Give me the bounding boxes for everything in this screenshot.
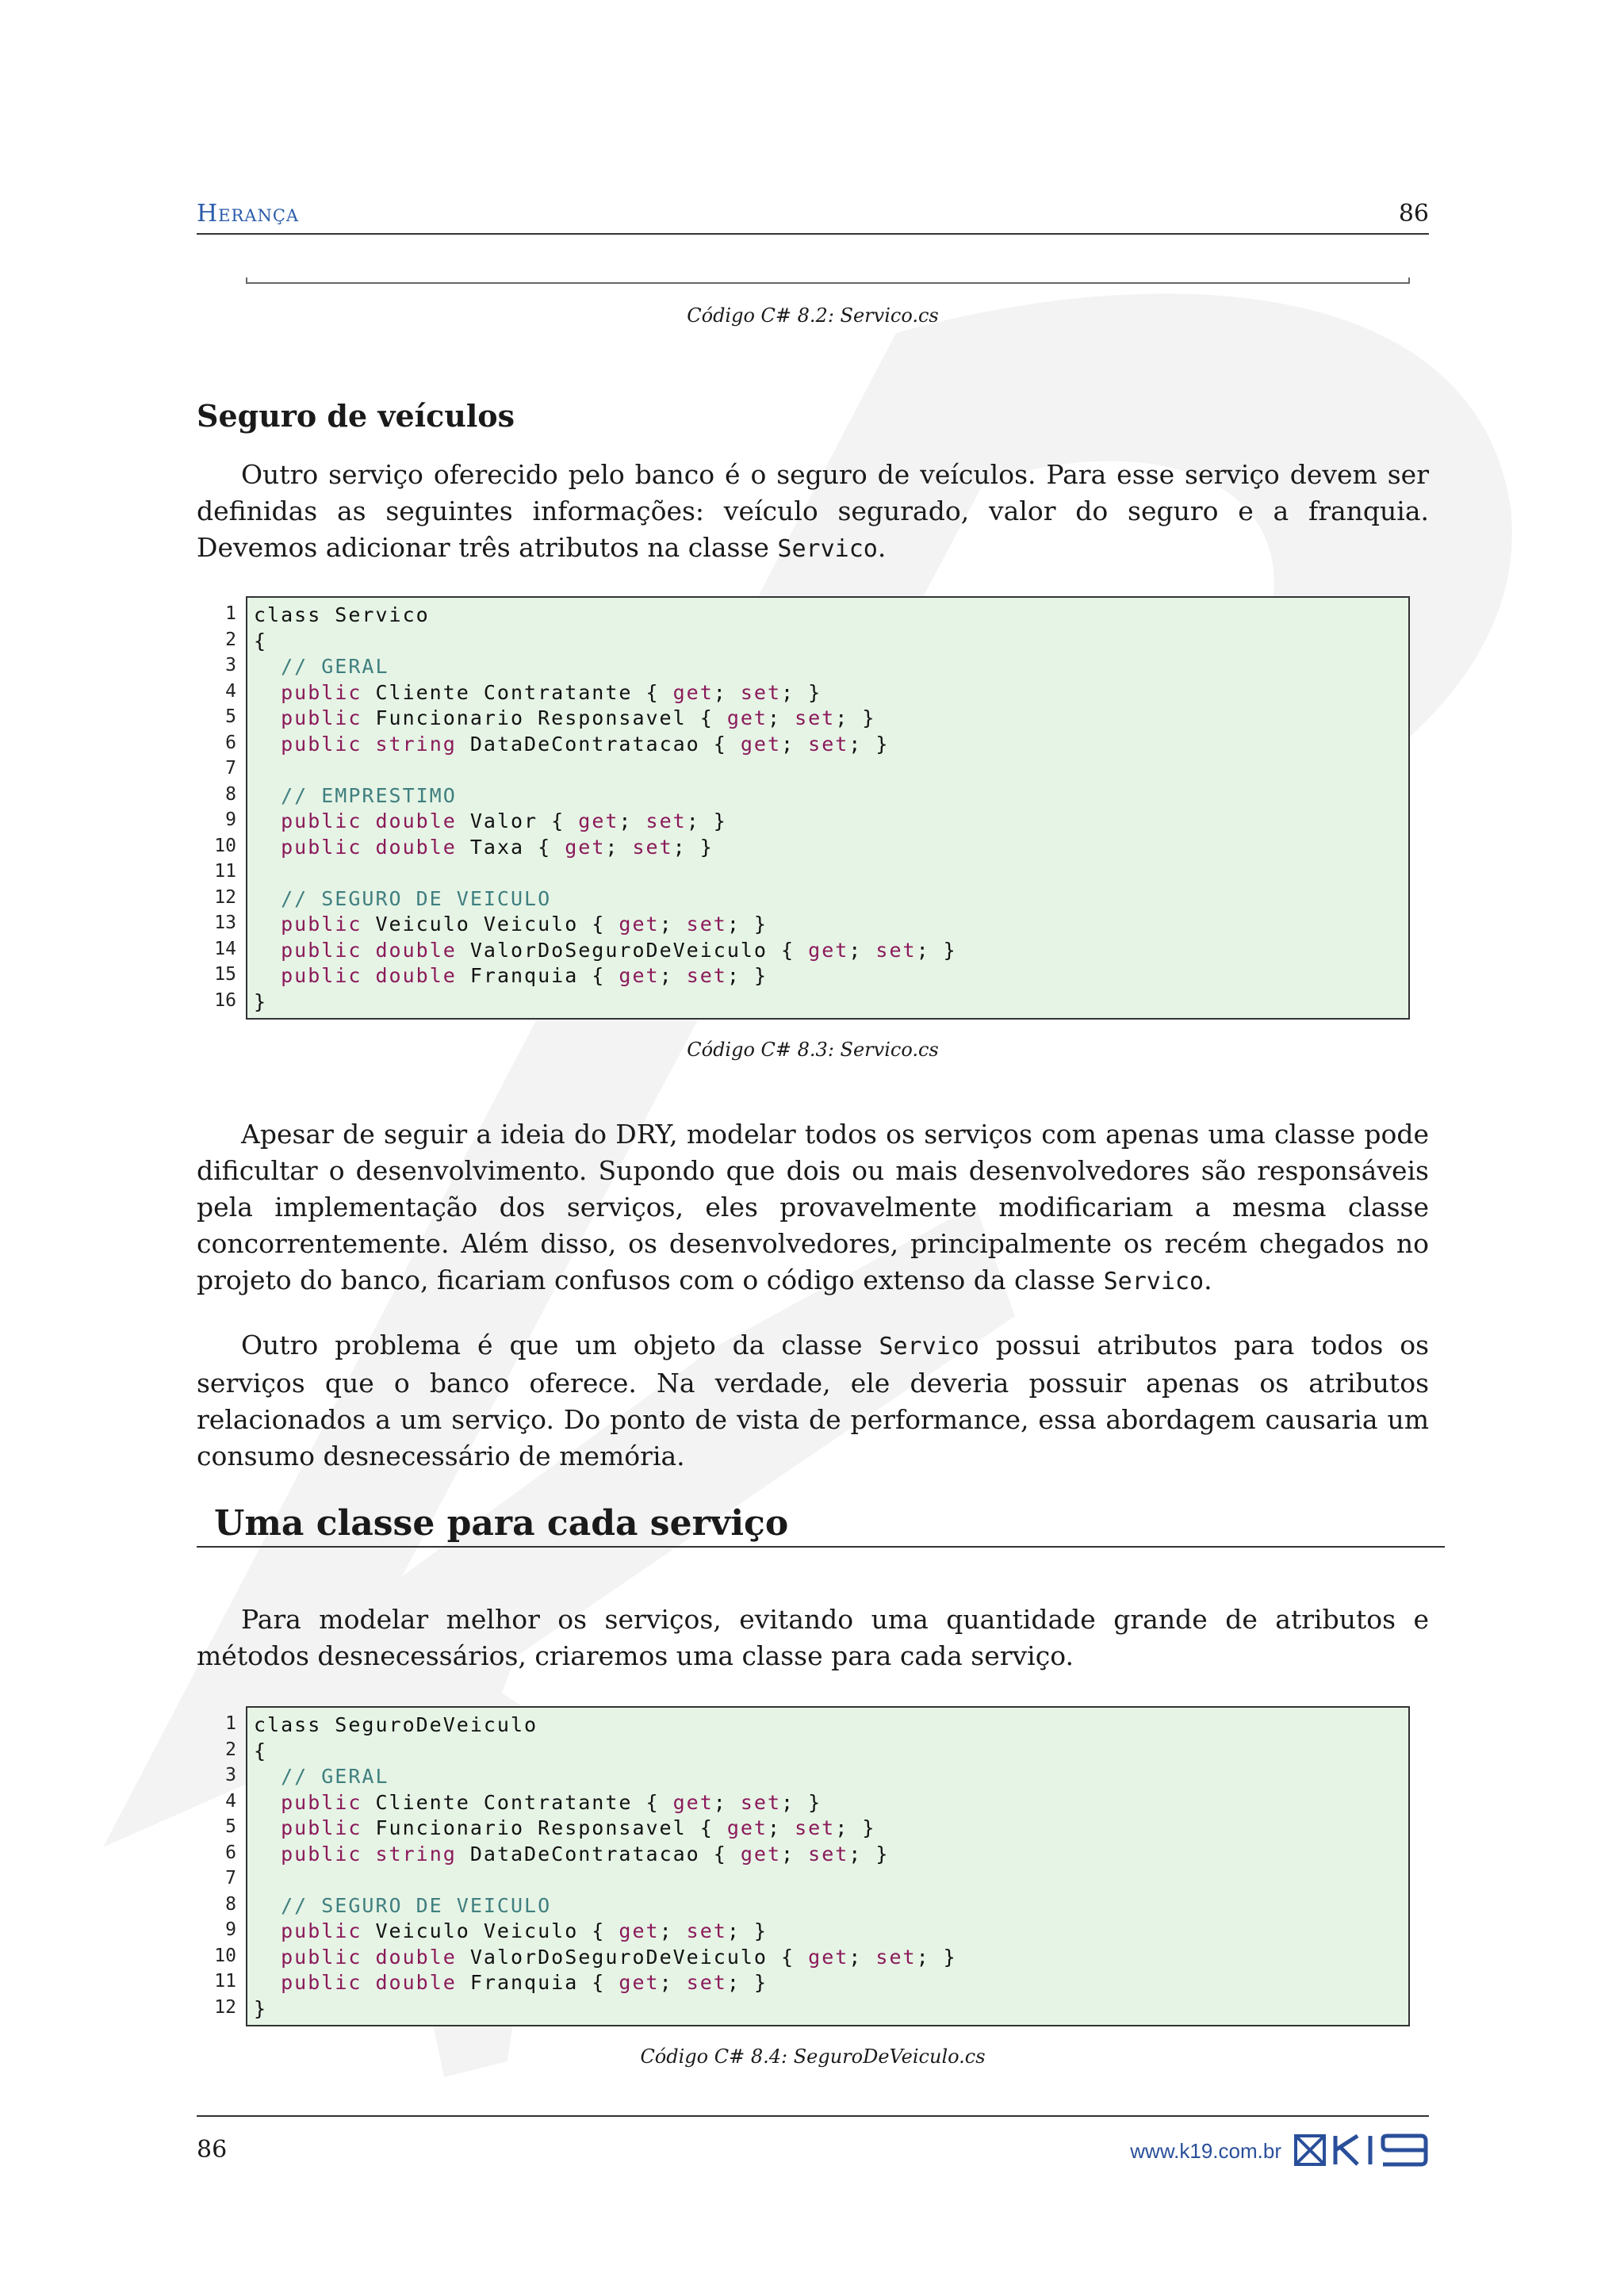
k19-logo-icon [1294, 2133, 1429, 2168]
page-header [197, 197, 1429, 235]
line-number: 8 [225, 1893, 236, 1915]
line-number: 2 [225, 629, 236, 650]
line-number: 9 [225, 809, 236, 830]
paragraph-4: Para modelar melhor os serviços, evitando uma quantidade grande de atributos e métodos desnecessários, criaremos uma classe para cada serviço. [197, 1604, 1429, 1671]
section-heading [197, 1503, 1445, 1548]
line-number: 12 [214, 1996, 236, 2018]
line-number: 5 [225, 1816, 236, 1837]
line-number: 4 [225, 680, 236, 702]
line-number: 5 [225, 706, 236, 727]
line-number: 15 [214, 964, 236, 985]
chapter-title: Herança [197, 200, 300, 228]
line-number: 12 [214, 886, 236, 908]
line-number: 4 [225, 1790, 236, 1812]
line-number: 1 [225, 1713, 236, 1734]
code-listing-seguro-de-veiculo [197, 1706, 1410, 2026]
paragraph-1: Outro serviço oferecido pelo banco é o seguro de veículos. Para esse serviço devem ser definidas as seguintes informações: veículo segurado, valor do seguro e a franquia. Devemos adicionar três atributos na classe Servico. [197, 459, 1429, 563]
line-number: 6 [225, 1842, 236, 1863]
subsection-title: Seguro de veículos [197, 398, 515, 434]
code-caption-8-2: Código C# 8.2: Servico.cs [687, 304, 939, 327]
code-box: class SeguroDeVeiculo { // GERAL public Cliente Contratante { get; set; } public Funcionario Responsavel { get; set; } public string DataDeContratacao { get; set; } // SEGURO DE VEICULO public Veiculo Veiculo { get; set; } public double ValorDoSeguroDeVeiculo { get; set; } public double Franquia { get; set; } } [246, 1706, 1410, 2026]
line-numbers [197, 1706, 236, 2020]
line-number: 7 [225, 758, 236, 779]
line-number: 6 [225, 732, 236, 753]
site-link[interactable]: www.k19.com.br [1130, 2139, 1281, 2163]
header-page-number: 86 [1398, 200, 1429, 228]
code-caption-8-4: Código C# 8.4: SeguroDeVeiculo.cs [640, 2045, 986, 2068]
paragraph-2: Apesar de seguir a ideia do DRY, modelar todos os serviços com apenas uma classe pode dificultar o desenvolvimento. Supondo que dois ou mais desenvolvedores são responsáveis pela implementação dos serviços, eles provavelmente modificariam a mesma classe concorrentemente. Além disso, os desenvolvedores, principalmente os recém chegados no projeto do banco, ficariam confusos com o código extenso da classe Servico. [197, 1119, 1429, 1295]
line-number: 11 [214, 1971, 236, 1992]
line-number: 10 [214, 1945, 236, 1966]
line-number: 2 [225, 1739, 236, 1760]
previous-code-box-end [246, 282, 1410, 284]
line-number: 11 [214, 861, 236, 882]
line-number: 10 [214, 835, 236, 856]
line-numbers [197, 596, 236, 1013]
line-number: 13 [214, 913, 236, 933]
code-box: class Servico { // GERAL public Cliente Contratante { get; set; } public Funcionario Responsavel { get; set; } public string DataDeContratacao { get; set; } // EMPRESTIMO public double Valor { get; set; } public double Taxa { get; set; } // SEGURO DE VEICULO public Veiculo Veiculo { get; set; } public double ValorDoSeguroDeVeiculo { get; set; } public double Franquia { get; set; } } [246, 596, 1410, 1020]
footer-page-number: 86 [197, 2136, 228, 2164]
section-title: Uma classe para cada serviço [214, 1503, 789, 1544]
line-number: 7 [225, 1868, 236, 1888]
line-number: 1 [225, 603, 236, 624]
line-number: 8 [225, 783, 236, 805]
line-number: 16 [214, 989, 236, 1011]
page-footer [197, 2115, 1429, 2164]
code-listing-servico [197, 596, 1410, 1020]
paragraph-3: Outro problema é que um objeto da classe Servico possui atributos para todos os serviços que o banco oferece. Na verdade, ele deveria possuir apenas os atributos relacionados a um serviço. Do ponto de vista de performance, essa abordagem causaria um consumo desnecessário de memória. [197, 1330, 1429, 1471]
line-number: 3 [225, 655, 236, 675]
line-number: 3 [225, 1765, 236, 1785]
line-number: 14 [214, 938, 236, 959]
line-number: 9 [225, 1919, 236, 1940]
code-caption-8-3: Código C# 8.3: Servico.cs [687, 1039, 939, 1061]
